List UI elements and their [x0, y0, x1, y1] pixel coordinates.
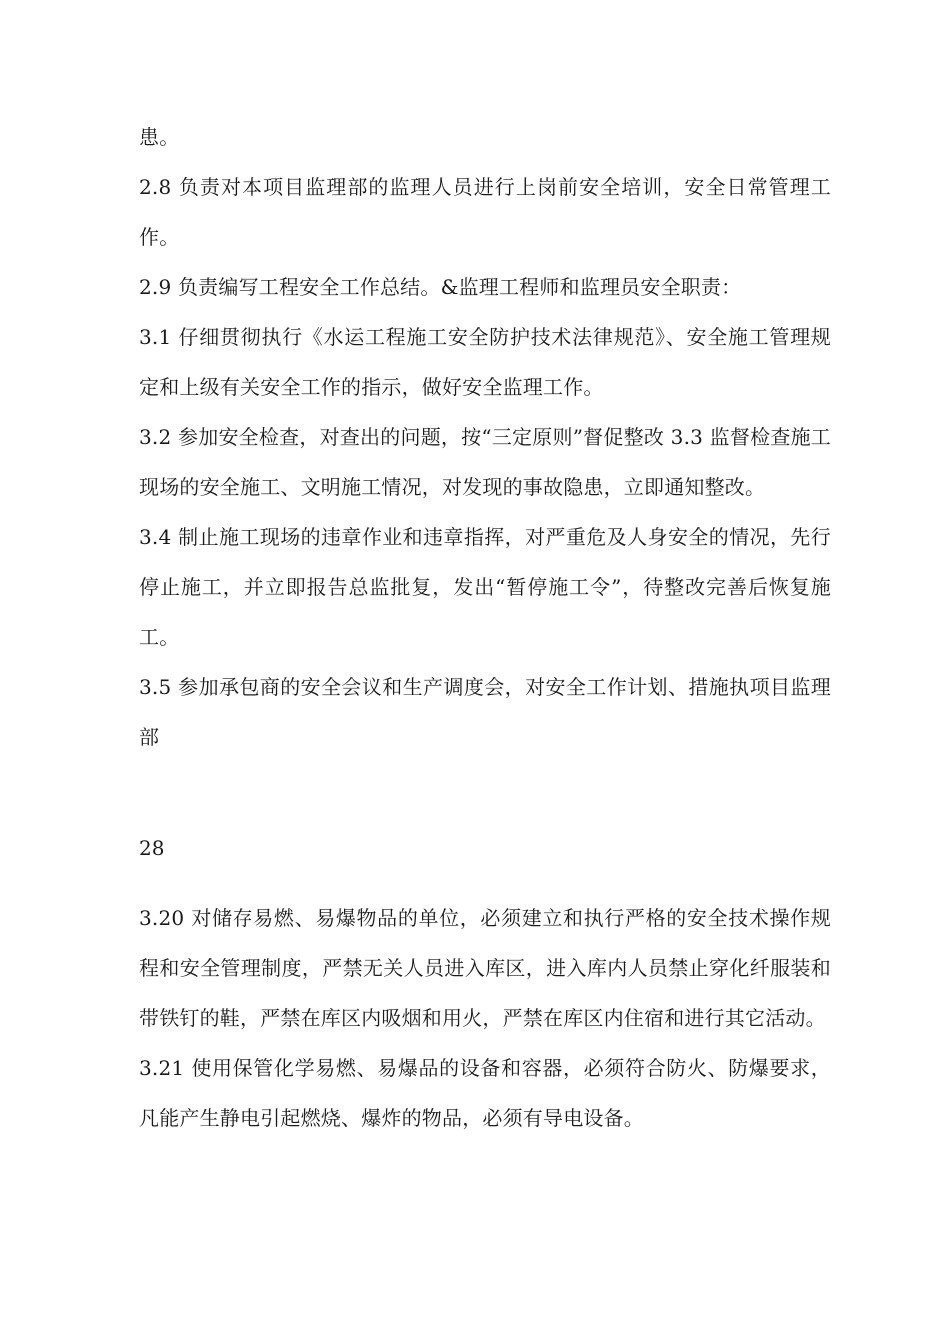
paragraph: 3.5 参加承包商的安全会议和生产调度会，对安全工作计划、措施执项目监理部 — [139, 675, 831, 749]
paragraph: 2.9 负责编写工程安全工作总结。&监理工程师和监理员安全职责： — [139, 275, 742, 299]
document-body-upper — [139, 112, 831, 762]
document-body-lower — [139, 893, 831, 1143]
paragraph: 3.2 参加安全检查，对查出的问题，按“三定原则”督促整改 3.3 监督检查施工现场的安全施工、文明施工情况，对发现的事故隐患，立即通知整改。 — [139, 425, 831, 499]
paragraph: 3.1 仔细贯彻执行《水运工程施工安全防护技术法律规范》、安全施工管理规定和上级有关安全工作的指示，做好安全监理工作。 — [139, 325, 831, 399]
paragraph: 3.4 制止施工现场的违章作业和违章指挥，对严重危及人身安全的情况，先行停止施工，并立即报告总监批复，发出“暂停施工令”，待整改完善后恢复施工。 — [139, 525, 831, 649]
paragraph: 3.21 使用保管化学易燃、易爆品的设备和容器，必须符合防火、防爆要求，凡能产生静电引起燃烧、爆炸的物品，必须有导电设备。 — [139, 1056, 831, 1130]
paragraph: 3.20 对储存易燃、易爆物品的单位，必须建立和执行严格的安全技术操作规程和安全管理制度，严禁无关人员进入库区，进入库内人员禁止穿化纤服装和带铁钉的鞋，严禁在库区内吸烟和用火，严禁在库区内住宿和进行其它活动。 — [139, 906, 831, 1030]
paragraph: 2.8 负责对本项目监理部的监理人员进行上岗前安全培训，安全日常管理工作。 — [139, 175, 831, 249]
paragraph: 患。 — [139, 125, 180, 149]
page-number: 28 — [139, 836, 165, 860]
